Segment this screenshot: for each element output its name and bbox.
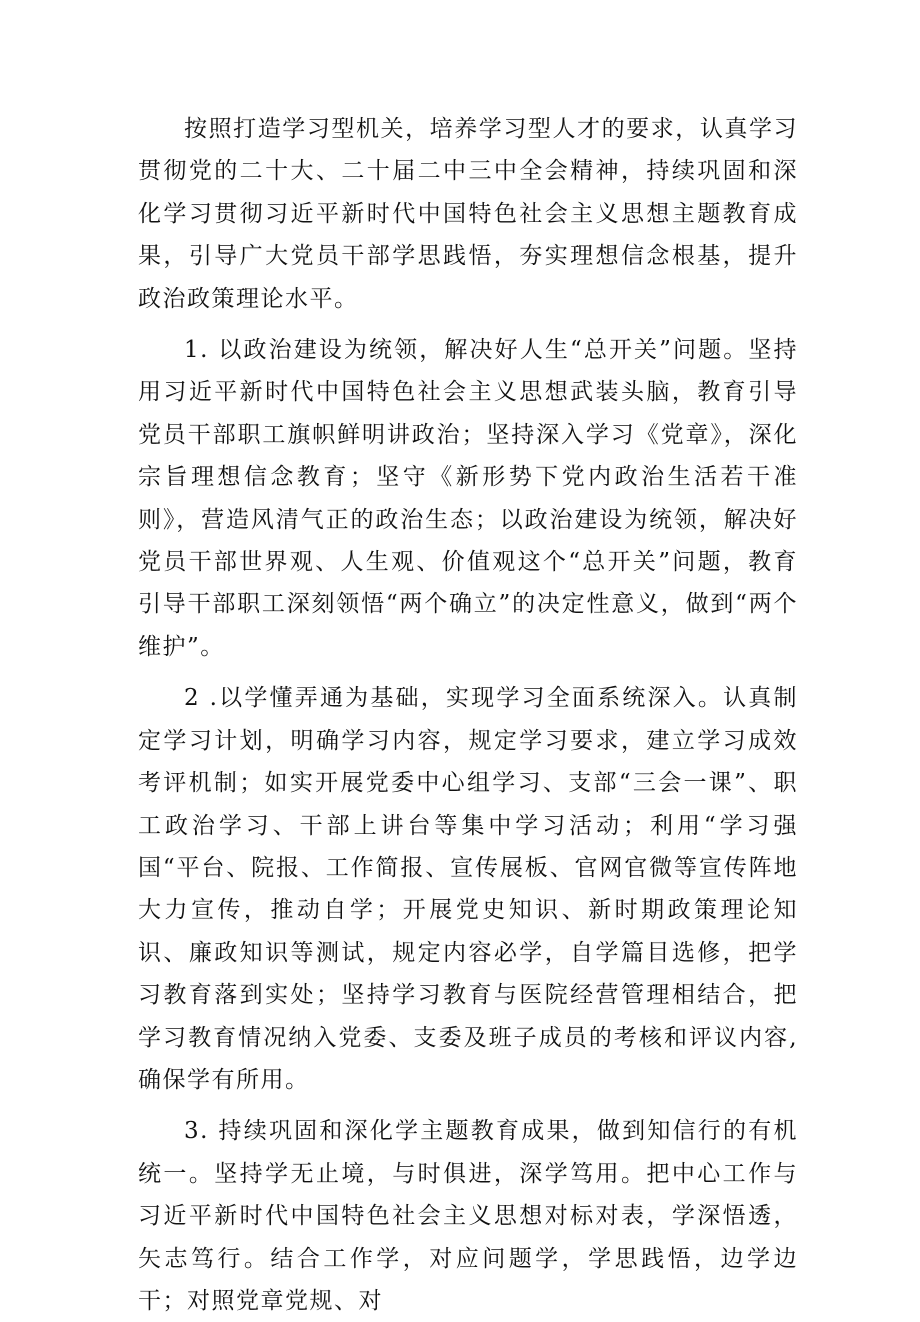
paragraph-item-2: 2 .以学懂弄通为基础，实现学习全面系统深入。认真制定学习计划，明确学习内容，规定学习要求，建立学习成效考评机制；如实开展党委中心组学习、支部“三会一课”、职工政治学习、干部上讲台等集中学习活动；利用“学习强国“平台、院报、工作简报、宣传展板、官网官微等宣传阵地大力宣传，推动自学；开展党史知识、新时期政策理论知识、廉政知识等测试，规定内容必学，自学篇目选修，把学习教育落到实处；坚持学习教育与医院经营管理相结合，把学习教育情况纳入党委、支委及班子成员的考核和评议内容,确保学有所用。: [138, 685, 798, 1093]
paragraph-intro: 按照打造学习型机关，培养学习型人才的要求，认真学习贯彻党的二十大、二十届二中三中全会精神，持续巩固和深化学习贯彻习近平新时代中国特色社会主义思想主题教育成果，引导广大党员干部学思践悟，夯实理想信念根基，提升政治政策理论水平。: [138, 116, 798, 312]
paragraph-item-3: 3. 持续巩固和深化学主题教育成果，做到知信行的有机统一。坚持学无止境，与时俱进，深学笃用。把中心工作与习近平新时代中国特色社会主义思想对标对表，学深悟透，矢志笃行。结合工作学，对应问题学，学思践悟，边学边干；对照党章党规、对: [138, 1118, 798, 1314]
document-body: [138, 108, 798, 1322]
paragraph-item-1: 1. 以政治建设为统领，解决好人生“总开关”问题。坚持用习近平新时代中国特色社会主义思想武装头脑，教育引导党员干部职工旗帜鲜明讲政治；坚持深入学习《党章》，深化宗旨理想信念教育；坚守《新形势下党内政治生活若干准则》，营造风清气正的政治生态；以政治建设为统领，解决好党员干部世界观、人生观、价值观这个“总开关”问题，教育引导干部职工深刻领悟“两个确立”的决定性意义，做到“两个维护”。: [138, 337, 798, 660]
